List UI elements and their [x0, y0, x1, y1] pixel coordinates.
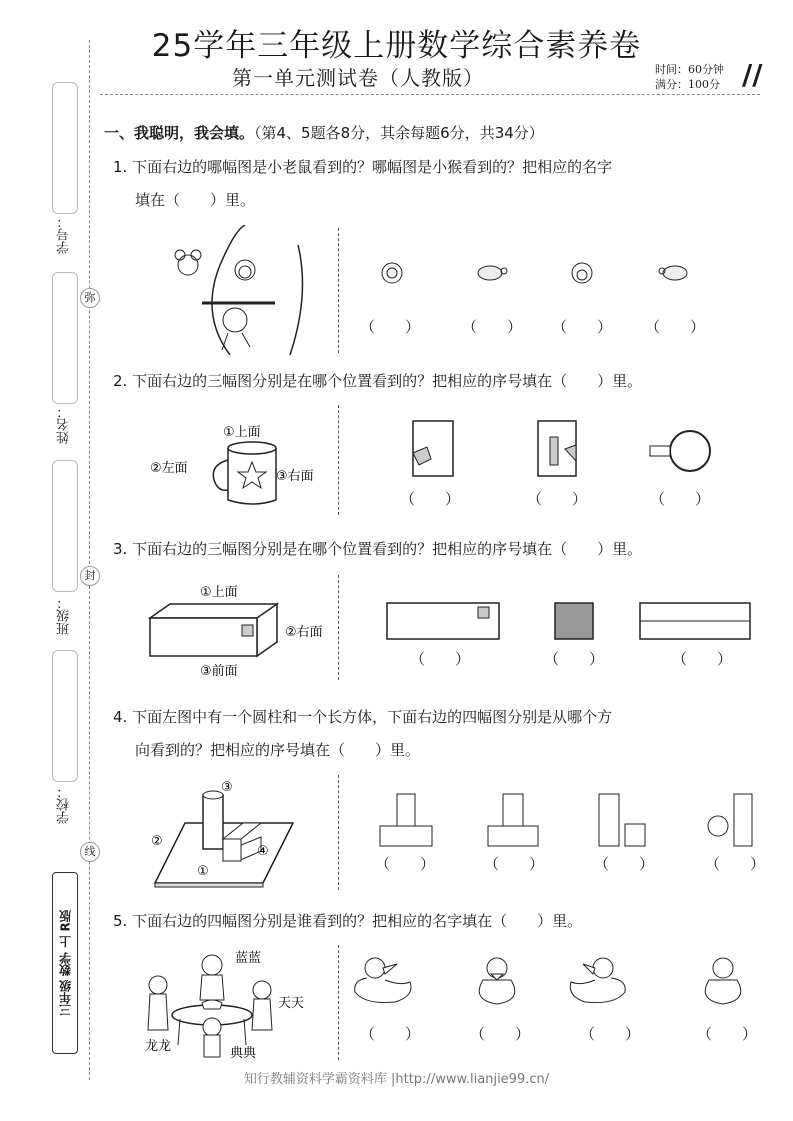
- student-name-label: 姓名：: [57, 405, 72, 444]
- box-front-view: [387, 603, 499, 639]
- question-number: 3.: [113, 540, 128, 558]
- section-heading: [104, 122, 544, 143]
- question-text: 下面右边的哪幅图是小老鼠看到的？哪幅图是小猴看到的？把相应的名字: [132, 158, 613, 176]
- class-label: 班级：: [57, 596, 72, 635]
- student-number-box[interactable]: [52, 82, 78, 214]
- school-label: 学校：: [57, 785, 72, 824]
- q1-answer-1[interactable]: （ ）: [360, 318, 421, 336]
- name-lanlan: 蓝蓝: [235, 951, 262, 966]
- section-title: 一、我聪明，我会填。: [104, 124, 255, 142]
- q5-answer-3[interactable]: （ ）: [580, 1025, 641, 1043]
- question-text: 下面右边的三幅图分别是在哪个位置看到的？把相应的序号填在（ ）里。: [132, 372, 643, 390]
- question-2: [113, 365, 642, 398]
- label-4: ④: [257, 844, 269, 859]
- binding-line: [89, 40, 90, 1080]
- q3-divider: [338, 575, 339, 680]
- label-front: ③前面: [200, 664, 238, 679]
- label-right: ③右面: [276, 469, 314, 484]
- school-box[interactable]: [52, 650, 78, 782]
- q5-view-options: [345, 950, 755, 1010]
- question-text-2: 填在（ ）里。: [135, 191, 256, 209]
- q2-answer-3[interactable]: （ ）: [650, 490, 711, 508]
- exam-time: 时间：60分钟: [655, 63, 724, 76]
- turtle-side-view: [478, 266, 507, 280]
- mug-view-a: [413, 421, 453, 476]
- header-divider: [100, 94, 760, 95]
- exam-info: [655, 62, 724, 92]
- question-5: [113, 905, 582, 938]
- monkey-back-view: [382, 263, 402, 283]
- q4-solids-figure: [145, 775, 305, 890]
- label-right: ②右面: [285, 625, 323, 640]
- q4-answer-3[interactable]: （ ）: [594, 855, 655, 873]
- student-number-label: 学号：: [57, 215, 72, 254]
- duck-view-c: [570, 958, 625, 1003]
- page-title: 25学年三年级上册数学综合素养卷: [151, 28, 642, 64]
- turtle-other-view: [659, 266, 687, 280]
- q1-view-options: [370, 255, 710, 295]
- q3-answer-3[interactable]: （ ）: [672, 650, 733, 668]
- label-3: ③: [221, 780, 233, 795]
- q4-answer-1[interactable]: （ ）: [375, 855, 436, 873]
- seal-char-xian: 线: [80, 842, 100, 862]
- seal-char-feng: 封: [80, 566, 100, 586]
- q3-answer-2[interactable]: （ ）: [544, 650, 605, 668]
- label-1: ①: [197, 864, 209, 879]
- question-number: 1.: [113, 158, 128, 176]
- name-dianidan: 典典: [230, 1046, 257, 1061]
- q2-answer-2[interactable]: （ ）: [527, 490, 588, 508]
- question-number: 4.: [113, 708, 128, 726]
- q3-answer-1[interactable]: （ ）: [410, 650, 471, 668]
- mug-view-b: [538, 421, 576, 476]
- solids-view-b: [488, 794, 538, 846]
- q4-view-options: [375, 790, 760, 850]
- question-number: 2.: [113, 372, 128, 390]
- q2-view-options: [405, 415, 725, 485]
- solids-view-a: [380, 794, 432, 846]
- q5-children-figure: [140, 945, 315, 1065]
- question-4: [113, 701, 612, 767]
- footer-watermark: 知行教辅资料学霸资料库 |http://www.lianjie99.cn/: [243, 1072, 550, 1087]
- slash-decoration: //: [742, 58, 763, 91]
- question-text: 下面右边的四幅图分别是谁看到的？把相应的名字填在（ ）里。: [132, 912, 583, 930]
- label-left: ②左面: [150, 461, 188, 476]
- question-1: [113, 151, 612, 217]
- grade-badge: 三年级 数学 上 R版: [52, 872, 78, 1054]
- label-top: ①上面: [223, 425, 261, 440]
- student-name-box[interactable]: [52, 272, 78, 404]
- q5-answer-2[interactable]: （ ）: [470, 1025, 531, 1043]
- name-longlong: 龙龙: [145, 1039, 172, 1054]
- solids-view-d: [708, 794, 752, 846]
- name-tiantian: 天天: [278, 996, 305, 1011]
- question-text-2: 向看到的？把相应的序号填在（ ）里。: [135, 741, 421, 759]
- q4-answer-4[interactable]: （ ）: [705, 855, 766, 873]
- page-subtitle: 第一单元测试卷（人教版）: [232, 66, 484, 90]
- q1-scene-figure: [160, 225, 320, 355]
- box-top-view: [640, 603, 750, 639]
- q4-answer-2[interactable]: （ ）: [484, 855, 545, 873]
- section-note: （第4、5题各8分，其余每题6分，共34分）: [254, 124, 544, 142]
- exam-score: 满分：100分: [655, 78, 720, 91]
- solids-view-c: [599, 794, 645, 846]
- q1-answer-2[interactable]: （ ）: [462, 318, 523, 336]
- question-text: 下面左图中有一个圆柱和一个长方体，下面右边的四幅图分别是从哪个方: [132, 708, 613, 726]
- duck-view-d: [705, 958, 741, 1004]
- q3-view-options: [385, 600, 755, 645]
- q5-answer-4[interactable]: （ ）: [697, 1025, 758, 1043]
- q1-answer-4[interactable]: （ ）: [645, 318, 706, 336]
- q5-answer-1[interactable]: （ ）: [360, 1025, 421, 1043]
- label-top: ①上面: [200, 585, 238, 600]
- q2-divider: [338, 405, 339, 515]
- q4-divider: [338, 775, 339, 890]
- q2-mug-figure: [148, 420, 338, 510]
- mug-view-c: [650, 431, 710, 471]
- q1-divider: [338, 228, 339, 353]
- q1-answer-3[interactable]: （ ）: [552, 318, 613, 336]
- question-text: 下面右边的三幅图分别是在哪个位置看到的？把相应的序号填在（ ）里。: [132, 540, 643, 558]
- q3-box-figure: [145, 580, 345, 680]
- question-number: 5.: [113, 912, 128, 930]
- q2-answer-1[interactable]: （ ）: [400, 490, 461, 508]
- duck-view-a: [355, 958, 411, 1003]
- seal-char-mi: 弥: [80, 288, 100, 308]
- label-2: ②: [151, 834, 163, 849]
- question-3: [113, 533, 642, 566]
- q5-divider: [338, 945, 339, 1060]
- box-right-view: [555, 603, 593, 639]
- monkey-front-view: [572, 263, 592, 283]
- class-box[interactable]: [52, 460, 78, 592]
- duck-view-b: [479, 958, 515, 1004]
